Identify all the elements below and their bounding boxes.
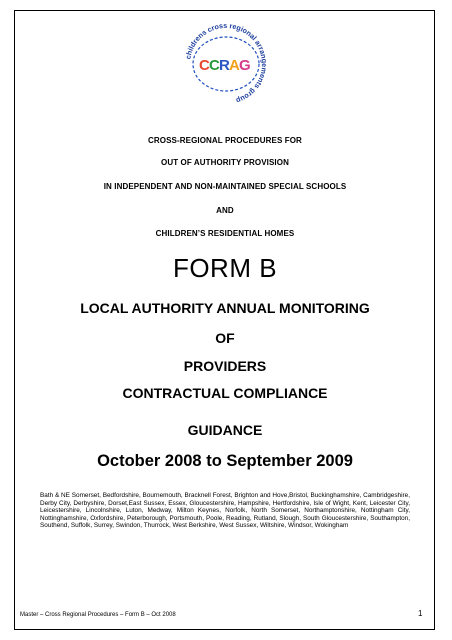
- subtitle-line-3: PROVIDERS: [183, 358, 267, 374]
- logo-letter-a: A: [229, 57, 240, 74]
- subtitle-line-5: GUIDANCE: [187, 422, 263, 438]
- authorities-list: Bath & NE Somerset, Bedfordshire, Bournemouth, Bracknell Forest, Brighton and Hove,Bristol, Buckinghamshire, Cambridgeshire, Derby City, Derbyshire, Dorset,East Sussex, Essex, Gloucestershire, Hampshire, Hertfordshire, Isle of Wight, Kent, Leicester City, Leicestershire, Lincolnshire, Luton, Medway, Milton Keynes, Norfolk, North Somerset, Northamptonshire, Nottingham City, Nottinghamshire, Oxfordshire, Peterborough, Portsmouth, Poole, Reading, Rutland, Slough, South Gloucestershire, Southampton, Southend, Suffolk, Surrey, Swindon, Thurrock, West Berkshire, West Sussex, Wiltshire, Windsor, Wokingham: [40, 492, 410, 530]
- header-line-4: AND: [216, 206, 234, 215]
- period: October 2008 to September 2009: [97, 452, 353, 470]
- ccrag-logo: [176, 14, 276, 114]
- logo-acronym: [199, 57, 251, 74]
- subtitle-line-1: LOCAL AUTHORITY ANNUAL MONITORING: [80, 300, 370, 316]
- header-line-5: CHILDREN’S RESIDENTIAL HOMES: [155, 229, 295, 238]
- header-line-3: IN INDEPENDENT AND NON-MAINTAINED SPECIAL SCHOOLS: [103, 182, 347, 191]
- header-line-1: CROSS-REGIONAL PROCEDURES FOR: [148, 136, 302, 145]
- form-title: FORM B: [172, 253, 278, 283]
- logo-ring-text: childrens cross regional arrangements group: [183, 20, 270, 106]
- subtitle-line-2: OF: [215, 330, 235, 346]
- logo-letter-c1: C: [199, 57, 210, 74]
- header-line-2: OUT OF AUTHORITY PROVISION: [161, 158, 289, 167]
- subtitle-line-4: CONTRACTUAL COMPLIANCE: [122, 385, 328, 401]
- footer-text: Master – Cross Regional Procedures – Form B – Oct 2008: [20, 612, 176, 618]
- logo-letter-r: R: [219, 57, 230, 74]
- logo-letter-g: G: [239, 57, 251, 74]
- logo-letter-c2: C: [209, 57, 220, 74]
- page-number: 1: [418, 609, 423, 618]
